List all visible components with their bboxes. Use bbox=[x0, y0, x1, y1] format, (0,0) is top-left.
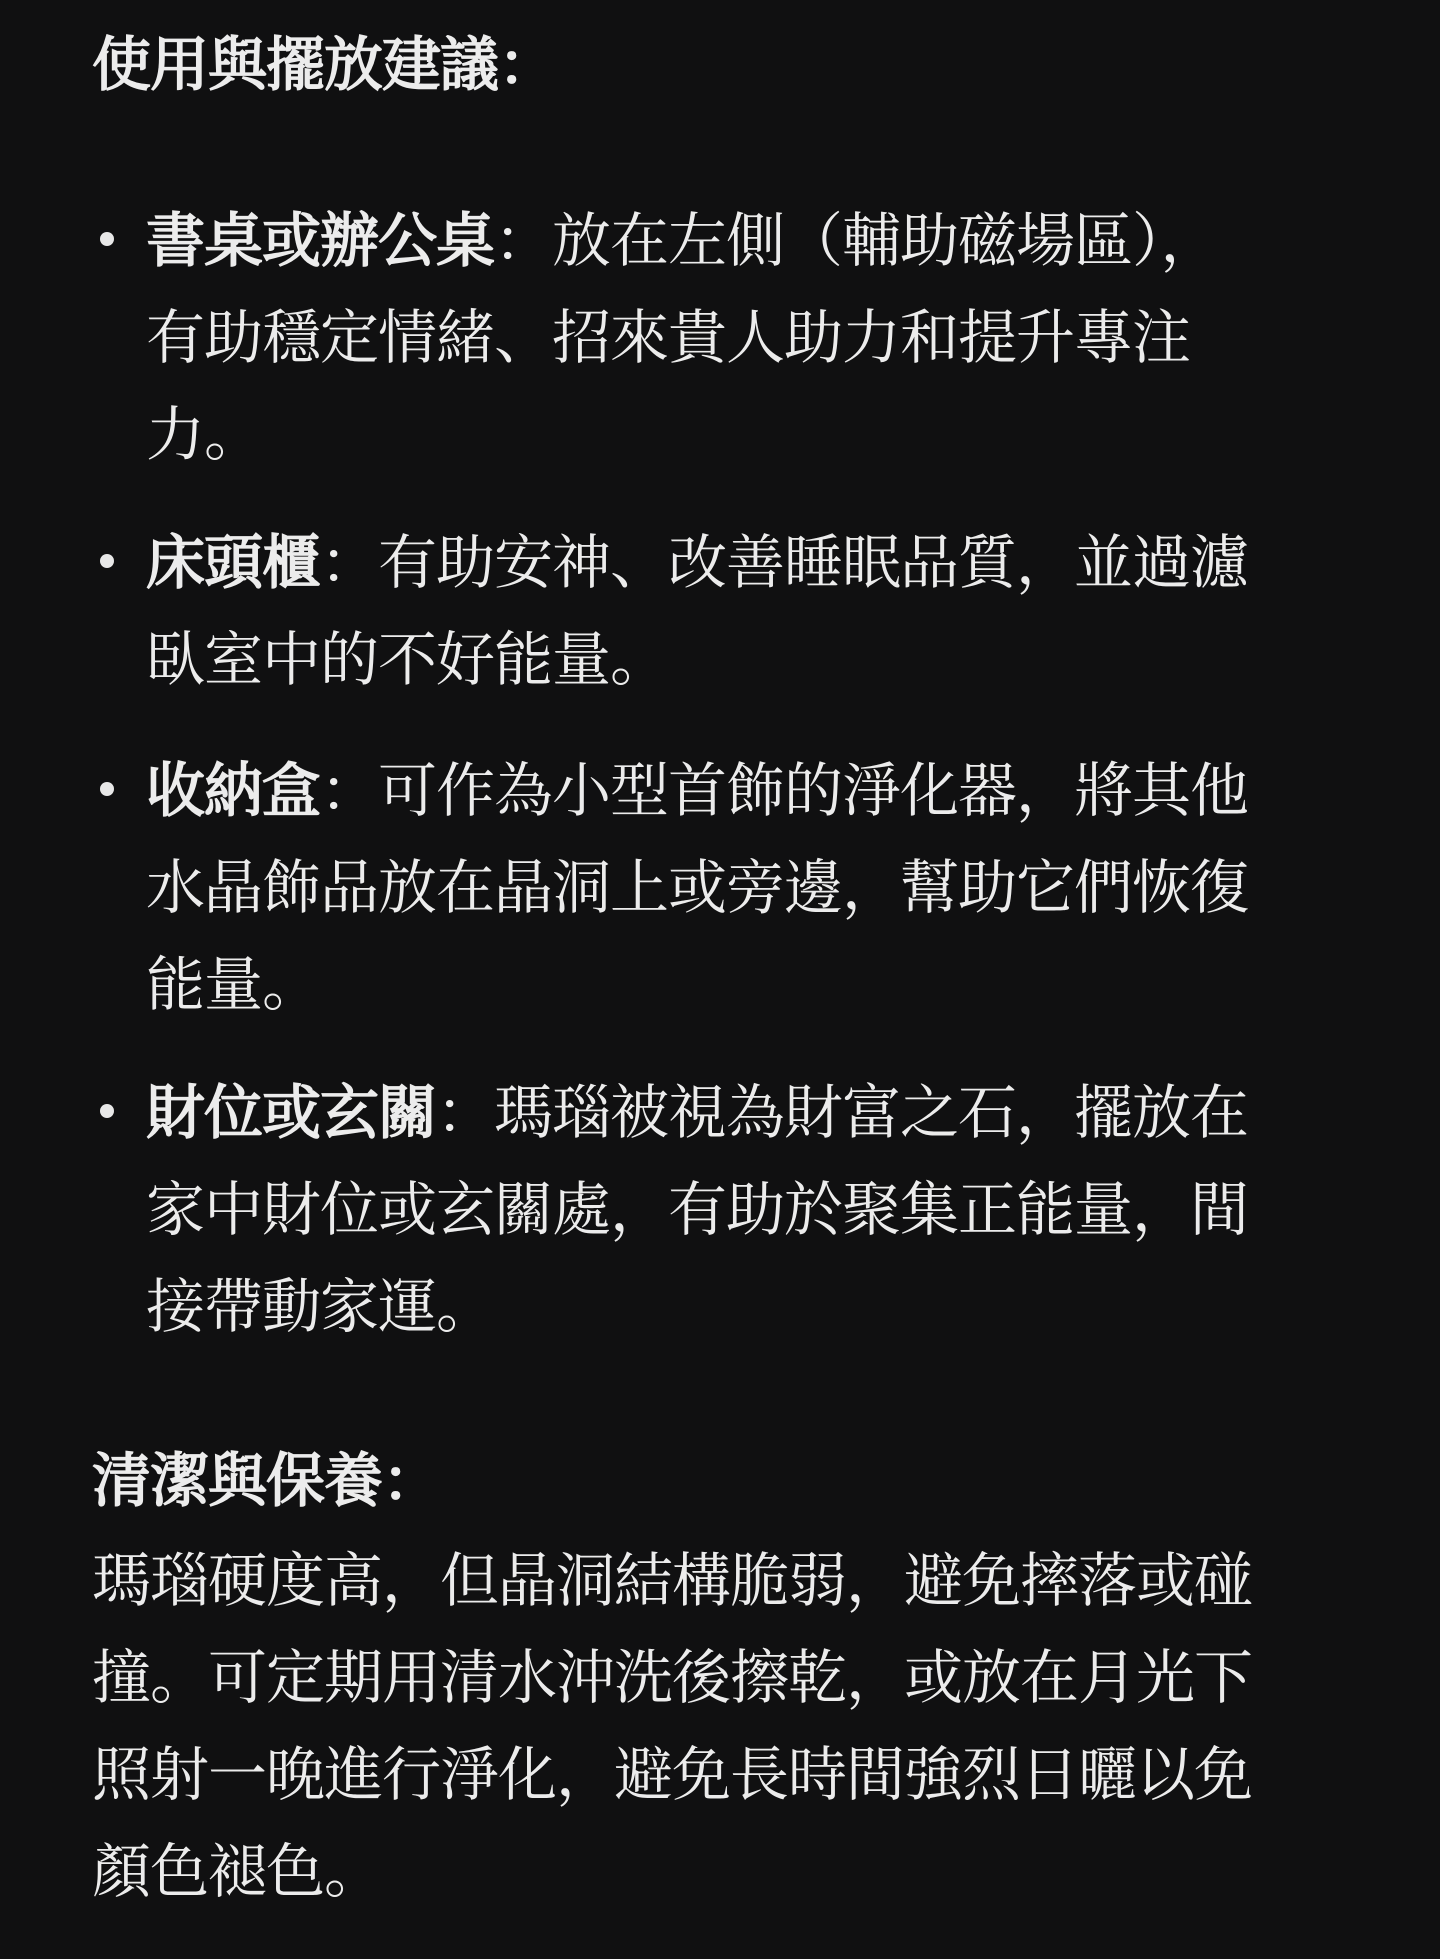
list-item-line bbox=[146, 192, 1326, 289]
list-item-text: 力。 bbox=[146, 400, 263, 469]
list-item-text: ：可作為小型首飾的淨化器，將其他 bbox=[320, 756, 1249, 825]
bullet-dot-icon bbox=[100, 1104, 114, 1118]
list-item-text: ：有助安神、改善睡眠品質，並過濾 bbox=[320, 528, 1249, 597]
list-item bbox=[146, 192, 1326, 483]
list-item-term: 床頭櫃 bbox=[146, 528, 321, 597]
list-item-text: 有助穩定情緒、招來貴人助力和提升專注 bbox=[146, 303, 1191, 372]
care-paragraph-line: 瑪瑙硬度高，但晶洞結構脆弱，避免摔落或碰 bbox=[92, 1546, 1253, 1615]
list-item-term: 財位或玄關 bbox=[146, 1078, 437, 1147]
bullet-dot-icon bbox=[100, 232, 114, 246]
list-item-text: ：放在左側（輔助磁場區）， bbox=[494, 206, 1219, 275]
list-item-line bbox=[146, 1064, 1326, 1161]
care-paragraph-line: 顏色褪色。 bbox=[92, 1837, 383, 1906]
list-item-text: ：瑪瑙被視為財富之石，擺放在 bbox=[436, 1078, 1249, 1147]
list-item-text: 臥室中的不好能量。 bbox=[146, 625, 669, 694]
care-paragraph-line: 照射一晚進行淨化，避免長時間強烈日曬以免 bbox=[92, 1740, 1253, 1809]
list-item-line bbox=[146, 514, 1326, 611]
list-item-text: 水晶飾品放在晶洞上或旁邊，幫助它們恢復 bbox=[146, 853, 1249, 922]
care-heading: 清潔與保養： bbox=[92, 1446, 441, 1515]
list-item-text: 接帶動家運。 bbox=[146, 1272, 495, 1341]
list-item-text: 能量。 bbox=[146, 950, 321, 1019]
list-item bbox=[146, 742, 1326, 1033]
list-item-line bbox=[146, 742, 1326, 839]
care-paragraph bbox=[92, 1532, 1352, 1920]
list-item-text: 家中財位或玄關處，有助於聚集正能量，間 bbox=[146, 1175, 1249, 1244]
list-item bbox=[146, 514, 1326, 708]
bullet-dot-icon bbox=[100, 782, 114, 796]
placement-heading: 使用與擺放建議： bbox=[92, 30, 557, 99]
list-item bbox=[146, 1064, 1326, 1355]
bullet-dot-icon bbox=[100, 554, 114, 568]
care-paragraph-line: 撞。可定期用清水沖洗後擦乾，或放在月光下 bbox=[92, 1643, 1253, 1712]
list-item-term: 收納盒 bbox=[146, 756, 321, 825]
list-item-term: 書桌或辦公桌 bbox=[146, 206, 495, 275]
